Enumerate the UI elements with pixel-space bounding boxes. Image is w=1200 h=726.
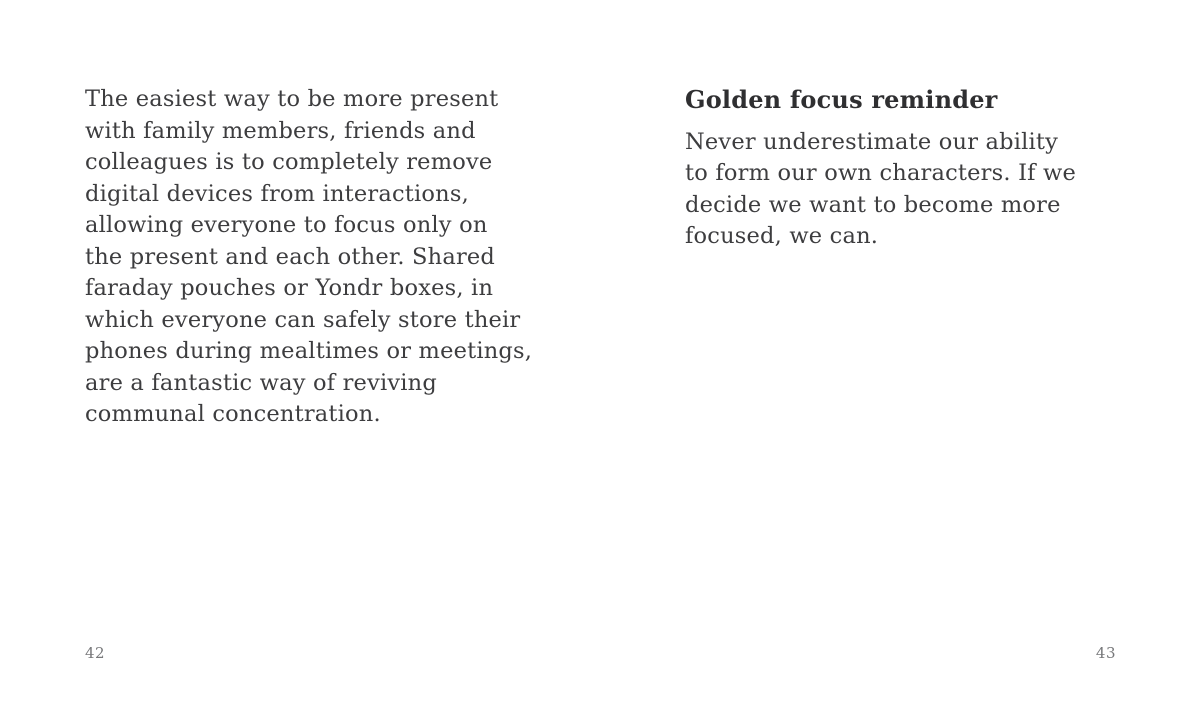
left-page-paragraph bbox=[85, 84, 605, 431]
paragraph-line: digital devices from interactions, bbox=[85, 180, 469, 207]
section-heading: Golden focus reminder bbox=[685, 85, 998, 114]
paragraph-line: faraday pouches or Yondr boxes, in bbox=[85, 275, 494, 301]
paragraph-line: Never underestimate our ability bbox=[685, 128, 1059, 155]
paragraph-line: focused, we can. bbox=[685, 223, 879, 249]
paragraph-line: colleagues is to completely remove bbox=[85, 149, 493, 175]
paragraph-line: The easiest way to be more present bbox=[85, 86, 499, 112]
paragraph-line: decide we want to become more bbox=[685, 191, 1061, 218]
paragraph-line: which everyone can safely store their bbox=[85, 306, 521, 333]
paragraph-line: to form our own characters. If we bbox=[685, 160, 1077, 186]
left-page-number: 42 bbox=[85, 644, 106, 662]
right-page-number: 43 bbox=[1095, 644, 1116, 662]
paragraph-line: communal concentration. bbox=[85, 401, 381, 427]
paragraph-line: phones during mealtimes or meetings, bbox=[85, 338, 533, 364]
paragraph-line: are a fantastic way of reviving bbox=[85, 369, 437, 396]
paragraph-line: with family members, friends and bbox=[85, 117, 476, 144]
right-page-section bbox=[685, 84, 1165, 253]
paragraph-line: the present and each other. Shared bbox=[85, 243, 496, 270]
paragraph-line: allowing everyone to focus only on bbox=[85, 212, 488, 238]
